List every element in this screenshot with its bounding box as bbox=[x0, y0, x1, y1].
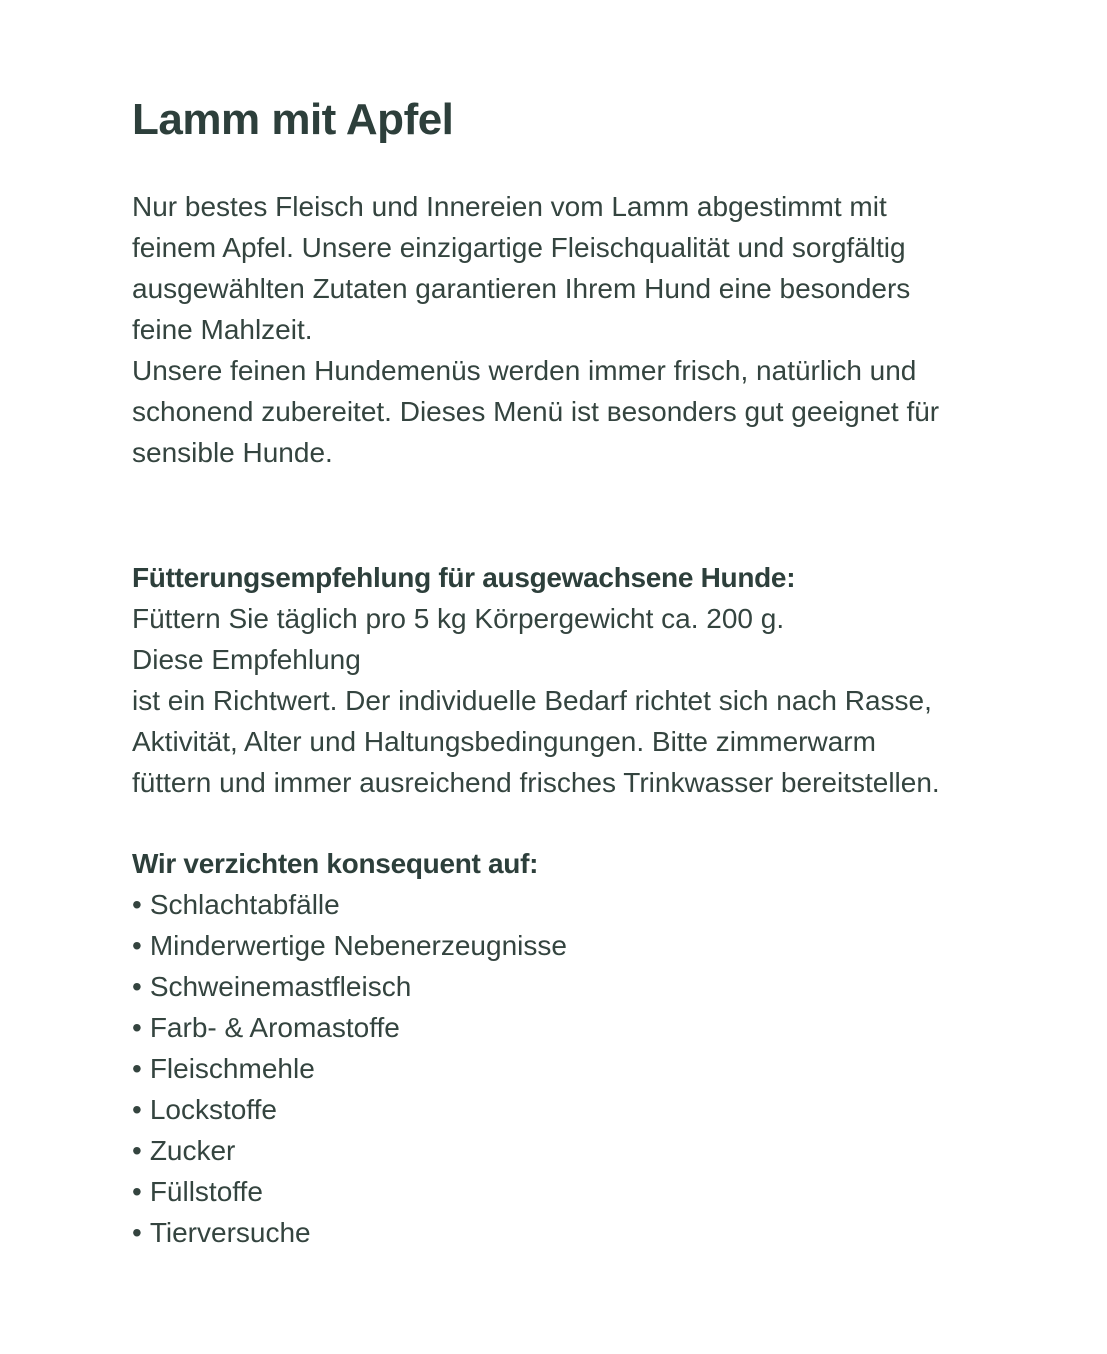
description-line: Unsere feinen Hundemenüs werden immer frisch, natürlich und bbox=[132, 355, 917, 386]
list-item bbox=[132, 1130, 1072, 1171]
product-description bbox=[132, 186, 1072, 473]
bullet: • bbox=[132, 1135, 142, 1166]
description-line: feine Mahlzeit. bbox=[132, 314, 313, 345]
bullet: • bbox=[132, 971, 142, 1002]
bullet: • bbox=[132, 1094, 142, 1125]
list-item bbox=[132, 1048, 1072, 1089]
list-item-label: Tierversuche bbox=[149, 1217, 311, 1248]
list-item-label: Farb- & Aromastoffe bbox=[149, 1012, 400, 1043]
list-item bbox=[132, 925, 1072, 966]
list-item-label: Lockstoffe bbox=[149, 1094, 277, 1125]
bullet: • bbox=[132, 1012, 142, 1043]
feeding-line: Füttern Sie täglich pro 5 kg Körpergewicht ca. 200 g. bbox=[132, 603, 785, 634]
exclusions-heading: Wir verzichten konsequent auf: bbox=[132, 848, 539, 879]
description-line: schonend zubereitet. Dieses Menü ist вesonders gut geeignet für bbox=[132, 396, 940, 427]
list-item bbox=[132, 1089, 1072, 1130]
list-item-label: Zucker bbox=[149, 1135, 236, 1166]
feeding-line: Aktivität, Alter und Haltungsbedingungen. Bitte zimmerwarm bbox=[132, 726, 876, 757]
list-item-label: Füllstoffe bbox=[149, 1176, 263, 1207]
list-item-label: Schlachtabfälle bbox=[149, 889, 340, 920]
feeding-line: füttern und immer ausreichend frisches Trinkwasser bereitstellen. bbox=[132, 767, 940, 798]
bullet: • bbox=[132, 889, 142, 920]
bullet: • bbox=[132, 1217, 142, 1248]
feeding-line: Diese Empfehlung bbox=[132, 644, 361, 675]
list-item bbox=[132, 884, 1072, 925]
bullet: • bbox=[132, 930, 142, 961]
list-item-label: Schweinemastfleisch bbox=[149, 971, 412, 1002]
description-line: ausgewählten Zutaten garantieren Ihrem Hund eine besonders bbox=[132, 273, 911, 304]
bullet: • bbox=[132, 1176, 142, 1207]
description-line: Nur bestes Fleisch und Innereien vom Lamm abgestimmt mit bbox=[132, 191, 887, 222]
description-line: sensible Hunde. bbox=[132, 437, 333, 468]
description-line: feinem Apfel. Unsere einzigartige Fleischqualität und sorgfältig bbox=[132, 232, 906, 263]
feeding-line: ist ein Richtwert. Der individuelle Bedarf richtet sich nach Rasse, bbox=[132, 685, 932, 716]
feeding-recommendation bbox=[132, 557, 1072, 803]
list-item bbox=[132, 1171, 1072, 1212]
exclusions-section bbox=[132, 843, 1072, 1253]
bullet: • bbox=[132, 1053, 142, 1084]
product-title: Lamm mit Apfel bbox=[132, 95, 454, 144]
product-info bbox=[132, 90, 1072, 1253]
list-item-label: Minderwertige Nebenerzeugnisse bbox=[149, 930, 567, 961]
list-item bbox=[132, 1007, 1072, 1048]
list-item-label: Fleischmehle bbox=[149, 1053, 315, 1084]
list-item bbox=[132, 1212, 1072, 1253]
exclusions-list bbox=[132, 884, 1072, 1253]
feeding-heading: Fütterungsempfehlung für ausgewachsene Hunde: bbox=[132, 562, 796, 593]
list-item bbox=[132, 966, 1072, 1007]
